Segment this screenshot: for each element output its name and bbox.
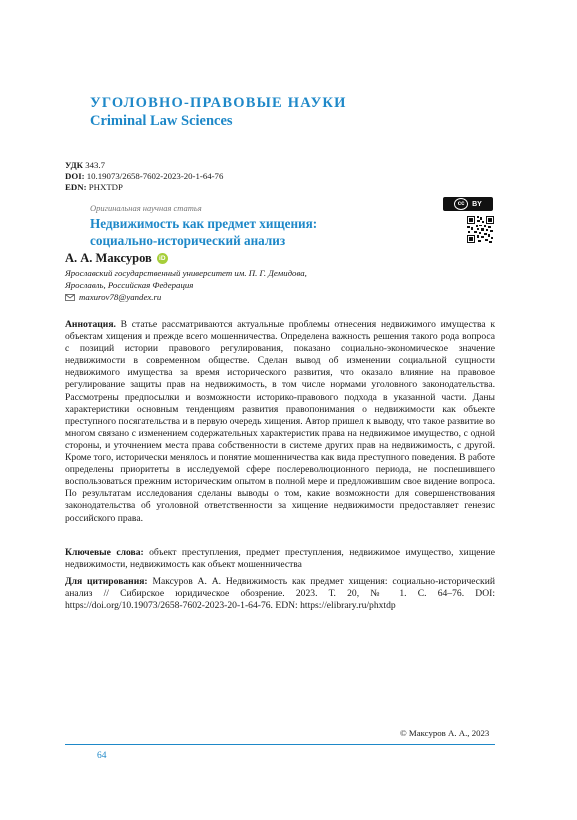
edn-value: PHXTDP — [86, 182, 123, 192]
footer-divider — [65, 744, 495, 745]
cc-icon: cc — [454, 198, 468, 210]
abstract-text: В статье рассматриваются актуальные проблемы отнесения недвижимого имущества к объектам хищения и прежде всего мошенничества. Определена важность решения такого рода вопроса с позиций истории правового регулирования, показано социально-экономическое значение недвижимости в современном обществе. Сделан вывод об изменении социальной сущности недвижимого имущества за время исторического развития, что оказало влияние на правовое регулирование защиты прав на недвижимость, в том числе нормами уголовного законодательства. Рассмотрены предпосылки и возможности историко-правового подхода в указанной части. Даны характеристики основным тенденциям развития правопонимания о недвижимости как объекте преступного посягательства и в первую очередь хищения. Автор пришел к выводу, что такое развитие во многом связано с изменением содержательных характеристик права на недвижимое имущество, с одной стороны, и уточнением места права собственности в системе других прав на недвижимость, с другой. Кроме того, исторически менялось и понятие мошенничества как вида преступного поведения. В работе определены приоритеты в исследуемой сфере послереволюционного периода, не поспешившего воспользоваться прежним историческим опытом в полной мере и предложившим свое видение вопроса. По результатам исследования сделаны выводы о том, какие возможности для совершенствования законодательства об уголовной ответственности за хищение недвижимости предоставляет генезис российского права. — [65, 319, 495, 524]
udk-label: УДК — [65, 160, 83, 170]
cc-by-license-badge[interactable] — [443, 197, 493, 211]
by-label: BY — [472, 200, 482, 208]
copyright: © Максуров А. А., 2023 — [400, 728, 490, 738]
author — [65, 251, 168, 266]
keywords-text: объект преступления, предмет преступления, недвижимое имущество, хищение недвижимости, недвижимость как объект мошенничества — [65, 547, 495, 571]
citation-label: Для цитирования: — [65, 576, 148, 587]
citation — [65, 576, 495, 612]
author-email[interactable]: maxurov78@yandex.ru — [79, 292, 162, 302]
edn-line — [65, 182, 123, 193]
doi-value: 10.19073/2658-7602-2023-20-1-64-76 — [84, 171, 224, 181]
article-title — [90, 215, 317, 249]
article-type: Оригинальная научная статья — [90, 203, 202, 213]
author-email-line — [65, 292, 161, 303]
page-number: 64 — [97, 751, 107, 761]
doi-line — [65, 171, 223, 182]
article-title-line1: Недвижимость как предмет хищения: — [90, 216, 318, 231]
edn-label: EDN: — [65, 182, 87, 192]
udk-line — [65, 160, 105, 171]
abstract — [65, 319, 495, 525]
section-title-en: Criminal Law Sciences — [90, 113, 233, 129]
citation-text: Максуров А. А. Недвижимость как предмет хищения: социально-исторический анализ // Сибирское юридическое обозрение. 2023. Т. 20, № 1. С. 64–76. DOI: https://doi.org/10.19073/2658-7602-2023-20-1-64-76. EDN: https://elibrary.ru/phxtdp — [65, 576, 495, 612]
keywords-label: Ключевые слова: — [65, 547, 144, 558]
article-title-line2: социально-исторический анализ — [90, 233, 286, 248]
affiliation-line1: Ярославский государственный университет им. П. Г. Демидова, — [65, 268, 307, 278]
affiliation-line2: Ярославль, Российская Федерация — [65, 280, 194, 290]
author-name: А. А. Максуров — [65, 251, 152, 265]
doi-label: DOI: — [65, 171, 85, 181]
udk-value: 343.7 — [83, 160, 105, 170]
envelope-icon — [65, 294, 75, 301]
abstract-label: Аннотация. — [65, 319, 116, 330]
keywords — [65, 547, 495, 571]
section-title-ru: УГОЛОВНО-ПРАВОВЫЕ НАУКИ — [90, 95, 347, 111]
orcid-icon[interactable]: iD — [157, 253, 168, 264]
qr-code-icon — [467, 216, 494, 243]
